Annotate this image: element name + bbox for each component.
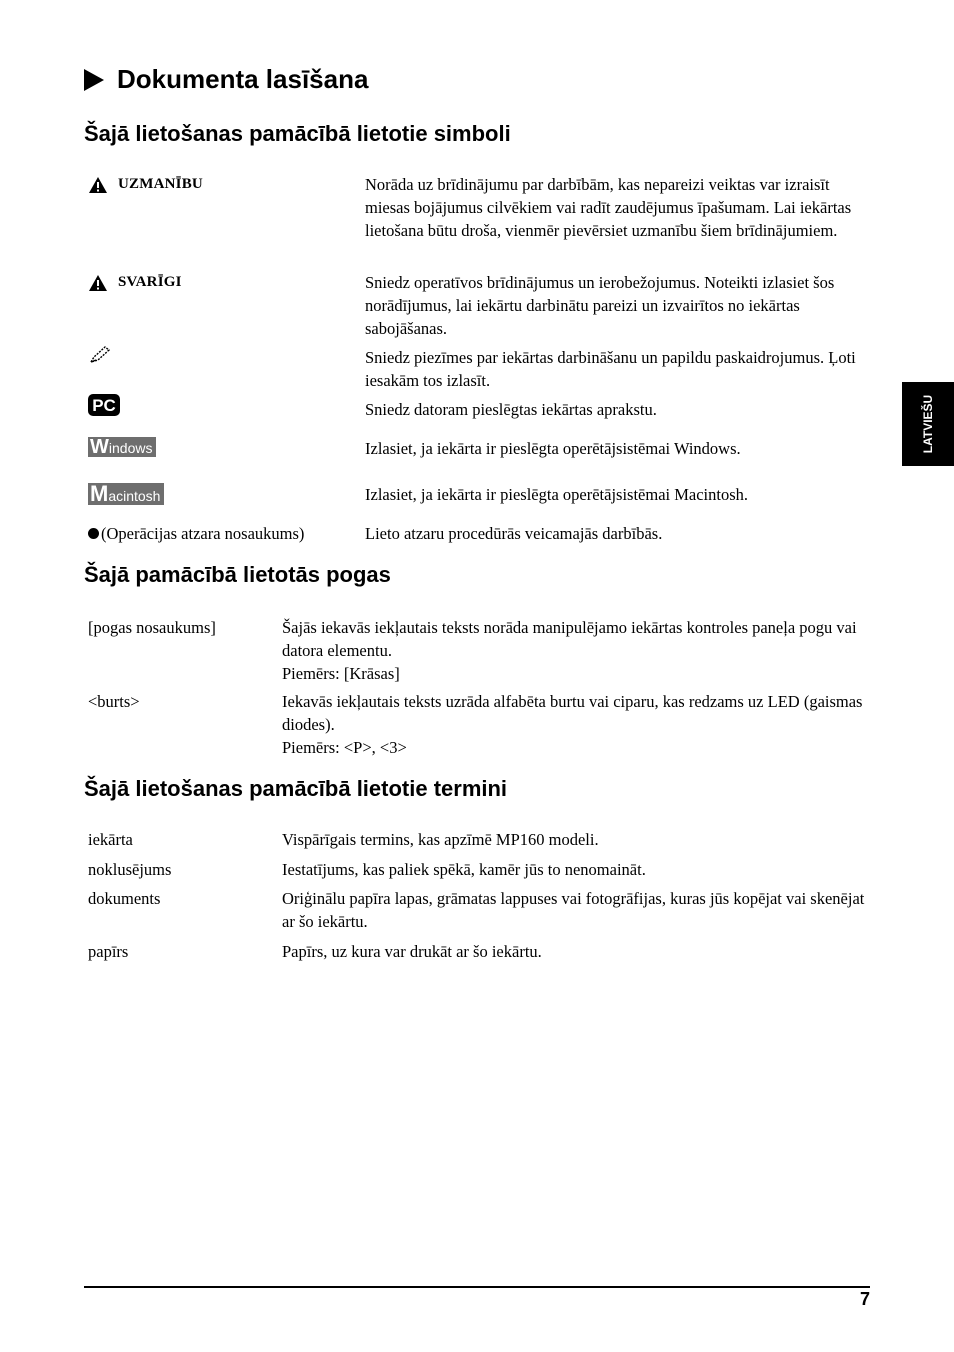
term-device-description: Vispārīgais termins, kas apzīmē MP160 modeli. xyxy=(282,830,599,849)
windows-logo-icon xyxy=(88,437,156,457)
warning-triangle-icon xyxy=(88,274,108,292)
pc-description: Sniedz datoram pieslēgtas iekārtas aprakstu. xyxy=(365,400,657,419)
triangle-bullet-icon xyxy=(84,69,104,91)
letter-term-description xyxy=(282,690,870,759)
term-paper: papīrs xyxy=(88,942,129,961)
letter-term: <burts> xyxy=(88,692,140,711)
windows-description: Izlasiet, ja iekārta ir pieslēgta operētājsistēmai Windows. xyxy=(365,439,741,458)
macintosh-logo-initial: M xyxy=(90,481,109,506)
letter-term-text: Iekavās iekļautais teksts uzrāda alfabēta burtu vai ciparu, kas redzams uz LED (gaismas diodes). xyxy=(282,692,863,734)
pc-label xyxy=(88,394,120,416)
branch-label-text: (Operācijas atzara nosaukums) xyxy=(101,524,305,543)
pc-icon xyxy=(88,394,120,416)
button-term-description xyxy=(282,616,870,685)
term-paper-description: Papīrs, uz kura var drukāt ar šo iekārtu. xyxy=(282,942,542,961)
footer-rule xyxy=(84,1286,870,1288)
button-term-example: Piemērs: [Krāsas] xyxy=(282,664,400,683)
note-label xyxy=(88,345,112,365)
caution-description: Norāda uz brīdinājumu par darbībām, kas nepareizi veiktas var izraisīt miesas bojājumus cilvēkiem vai radīt zaudējumus īpašumam. Lai iekārtas lietošana būtu droša, vienmēr pievērsiet uzmanību šiem brīdinājumiem. xyxy=(365,175,852,240)
important-label xyxy=(88,271,182,294)
term-document-description: Oriģinālu papīra lapas, grāmatas lappuses vai fotogrāfijas, kuras jūs kopējat vai skenējat ar šo iekārtu. xyxy=(282,889,865,931)
important-description: Sniedz operatīvos brīdinājumus un ierobežojumus. Noteikti izlasiet šos norādījumus, lai iekārtu darbinātu pareizi un izvairītos no iekārtas sabojāšanas. xyxy=(365,273,835,338)
pc-icon-text: PC xyxy=(92,396,116,415)
windows-logo-initial: W xyxy=(90,436,109,458)
caution-label xyxy=(88,173,203,196)
bullet-icon xyxy=(88,528,99,539)
macintosh-logo-rest: acintosh xyxy=(108,488,161,504)
section-heading-terms: Šajā lietošanas pamācībā lietotie termini xyxy=(84,776,508,801)
term-default: noklusējums xyxy=(88,860,172,879)
button-term: [pogas nosaukums] xyxy=(88,618,216,637)
letter-term-example: Piemērs: <P>, <3> xyxy=(282,738,407,757)
button-term-text: Šajās iekavās iekļautais teksts norāda manipulējamo iekārtas kontroles paneļa pogu vai datora elementu. xyxy=(282,618,857,660)
section-heading-buttons: Šajā pamācībā lietotās pogas xyxy=(84,562,391,587)
term-default-description: Iestatījums, kas paliek spēkā, kamēr jūs to nenomaināt. xyxy=(282,860,646,879)
macintosh-label xyxy=(88,483,164,505)
warning-triangle-icon xyxy=(88,176,108,194)
macintosh-logo-icon xyxy=(88,483,164,505)
page-number: 7 xyxy=(859,1289,870,1309)
section-heading-symbols: Šajā lietošanas pamācībā lietotie simboli xyxy=(84,121,511,146)
windows-logo-rest: indows xyxy=(108,440,153,456)
important-label-text: SVARĪGI xyxy=(118,274,182,290)
caution-label-text: UZMANĪBU xyxy=(118,176,203,192)
note-description: Sniedz piezīmes par iekārtas darbināšanu un papildu paskaidrojumus. Ļoti iesakām tos izlasīt. xyxy=(365,348,856,390)
page-title xyxy=(84,64,368,95)
term-document: dokuments xyxy=(88,889,161,908)
page-title-text: Dokumenta lasīšana xyxy=(117,64,369,94)
language-side-tab xyxy=(902,382,954,466)
pencil-note-icon xyxy=(88,345,112,365)
language-side-tab-label: LATVIEŠU xyxy=(921,394,935,454)
branch-label xyxy=(88,522,304,545)
branch-description: Lieto atzaru procedūrās veicamajās darbībās. xyxy=(365,524,663,543)
windows-label xyxy=(88,437,156,457)
macintosh-description: Izlasiet, ja iekārta ir pieslēgta operētājsistēmai Macintosh. xyxy=(365,485,749,504)
term-device: iekārta xyxy=(88,830,133,849)
